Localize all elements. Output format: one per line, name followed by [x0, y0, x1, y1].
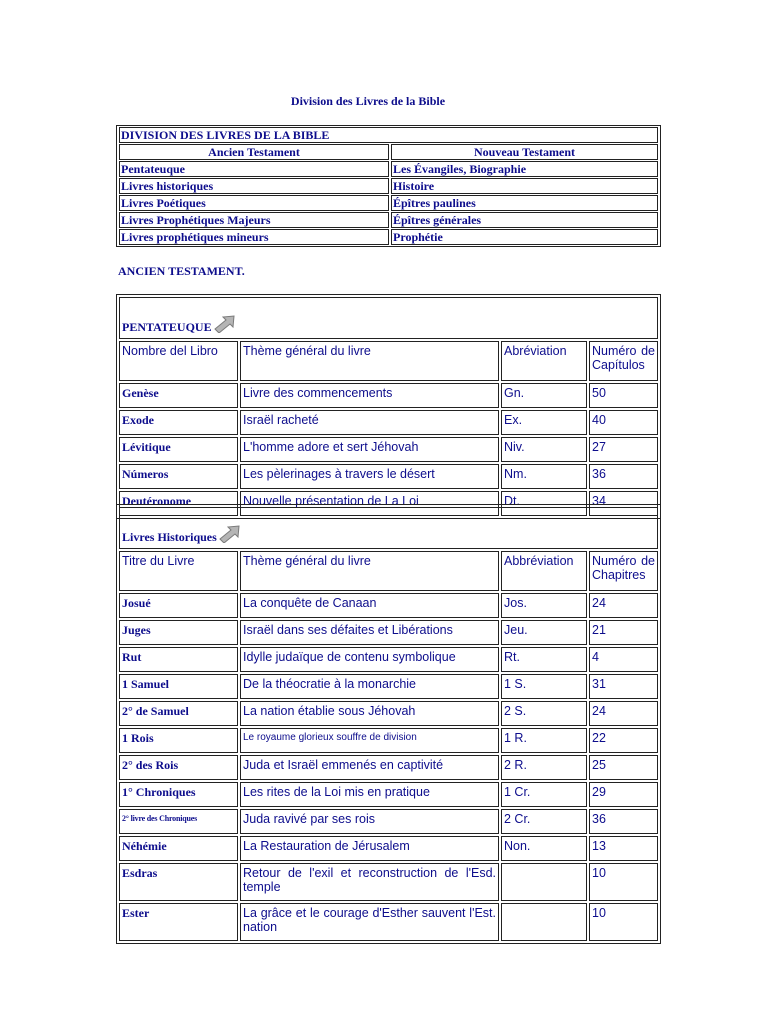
book-theme: Les rites de la Loi mis en pratique: [240, 782, 499, 807]
book-theme: La conquête de Canaan: [240, 593, 499, 618]
table-row: [119, 178, 658, 194]
old-testament-cell: Pentateuque: [119, 161, 389, 177]
header-abbreviation: Abréviation: [501, 341, 587, 381]
book-name: Josué: [119, 593, 238, 618]
table-row: [119, 620, 658, 645]
old-testament-cell: Livres Prophétiques Majeurs: [119, 212, 389, 228]
book-abbreviation: Niv.: [501, 437, 587, 462]
book-theme: La grâce et le courage d'Esther sauvent l'Est. nation: [240, 903, 499, 941]
book-chapters: 24: [589, 593, 658, 618]
book-name: 1 Samuel: [119, 674, 238, 699]
table-row: [119, 755, 658, 780]
page-title: Division des Livres de la Bible: [290, 94, 446, 108]
division-table-header: DIVISION DES LIVRES DE LA BIBLE: [119, 127, 658, 143]
table-row: [119, 728, 658, 753]
book-name: Exode: [119, 410, 238, 435]
table-row: [119, 836, 658, 861]
book-abbreviation: 2 R.: [501, 755, 587, 780]
book-abbreviation: Ex.: [501, 410, 587, 435]
section-heading: ANCIEN TESTAMENT.: [118, 264, 245, 278]
table-row: [119, 809, 658, 834]
book-name: Ester: [119, 903, 238, 941]
book-theme: Les pèlerinages à travers le désert: [240, 464, 499, 489]
book-chapters: 10: [589, 863, 658, 901]
book-theme: Le royaume glorieux souffre de division: [240, 728, 499, 753]
header-theme: Thème général du livre: [240, 551, 499, 591]
book-abbreviation: Nm.: [501, 464, 587, 489]
header-chapters: Numéro de Chapitres: [589, 551, 658, 591]
book-abbreviation: [501, 903, 587, 941]
table-row: [119, 863, 658, 901]
arrow-icon: [219, 525, 241, 546]
book-name: Esdras: [119, 863, 238, 901]
table-caption: [119, 507, 658, 549]
book-chapters: 27: [589, 437, 658, 462]
caption-label: PENTATEUQUE: [122, 320, 212, 334]
book-name: Juges: [119, 620, 238, 645]
table-row: [119, 782, 658, 807]
new-testament-cell: Histoire: [391, 178, 658, 194]
book-name: Néhémie: [119, 836, 238, 861]
book-abbreviation: Dt.: [501, 491, 587, 516]
book-theme: L'homme adore et sert Jéhovah: [240, 437, 499, 462]
book-chapters: 25: [589, 755, 658, 780]
new-testament-cell: Épîtres générales: [391, 212, 658, 228]
old-testament-cell: Livres prophétiques mineurs: [119, 229, 389, 245]
new-testament-cell: Épîtres paulines: [391, 195, 658, 211]
book-name: Deutéronome: [119, 491, 238, 516]
book-chapters: 40: [589, 410, 658, 435]
old-testament-cell: Livres Poétiques: [119, 195, 389, 211]
book-abbreviation: [501, 863, 587, 901]
book-name: 1° Chroniques: [119, 782, 238, 807]
book-name: 2° de Samuel: [119, 701, 238, 726]
book-abbreviation: Jos.: [501, 593, 587, 618]
book-chapters: 13: [589, 836, 658, 861]
table-row: [119, 701, 658, 726]
book-chapters: 4: [589, 647, 658, 672]
book-theme: De la théocratie à la monarchie: [240, 674, 499, 699]
book-abbreviation: Jeu.: [501, 620, 587, 645]
book-chapters: 22: [589, 728, 658, 753]
table-row: [119, 593, 658, 618]
book-name: 1 Rois: [119, 728, 238, 753]
book-chapters: 24: [589, 701, 658, 726]
book-chapters: 36: [589, 809, 658, 834]
book-name: Genèse: [119, 383, 238, 408]
book-theme: La Restauration de Jérusalem: [240, 836, 499, 861]
book-abbreviation: Gn.: [501, 383, 587, 408]
book-name: Números: [119, 464, 238, 489]
table-row: [119, 437, 658, 462]
header-book: Nombre del Libro: [119, 341, 238, 381]
new-testament-cell: Les Évangiles, Biographie: [391, 161, 658, 177]
book-name: 2° livre des Chroniques: [119, 809, 238, 834]
table-row: [119, 647, 658, 672]
book-name: 2° des Rois: [119, 755, 238, 780]
book-abbreviation: 2 S.: [501, 701, 587, 726]
table-row: [119, 903, 658, 941]
book-abbreviation: 1 S.: [501, 674, 587, 699]
table-row: [119, 410, 658, 435]
historical-books-table: [116, 504, 661, 944]
book-chapters: 31: [589, 674, 658, 699]
book-abbreviation: 1 R.: [501, 728, 587, 753]
pentateuch-table: [116, 294, 661, 519]
book-theme: Livre des commencements: [240, 383, 499, 408]
header-chapters: Numéro de Capítulos: [589, 341, 658, 381]
book-chapters: 34: [589, 491, 658, 516]
table-row: [119, 464, 658, 489]
header-book: Titre du Livre: [119, 551, 238, 591]
book-abbreviation: Non.: [501, 836, 587, 861]
book-theme: Nouvelle présentation de La Loi: [240, 491, 499, 516]
book-abbreviation: Rt.: [501, 647, 587, 672]
column-new-testament: Nouveau Testament: [391, 144, 658, 160]
division-table: [116, 125, 661, 247]
table-row: [119, 674, 658, 699]
book-theme: Idylle judaïque de contenu symbolique: [240, 647, 499, 672]
table-row: [119, 383, 658, 408]
book-theme: La nation établie sous Jéhovah: [240, 701, 499, 726]
book-chapters: 29: [589, 782, 658, 807]
table-row: [119, 161, 658, 177]
book-theme: Juda ravivé par ses rois: [240, 809, 499, 834]
book-theme: Israël racheté: [240, 410, 499, 435]
caption-label: Livres Historiques: [122, 530, 217, 544]
book-chapters: 21: [589, 620, 658, 645]
book-theme: Juda et Israël emmenés en captivité: [240, 755, 499, 780]
book-name: Rut: [119, 647, 238, 672]
arrow-icon: [214, 315, 236, 336]
book-abbreviation: 2 Cr.: [501, 809, 587, 834]
table-row: [119, 212, 658, 228]
new-testament-cell: Prophétie: [391, 229, 658, 245]
header-abbreviation: Abbréviation: [501, 551, 587, 591]
book-abbreviation: 1 Cr.: [501, 782, 587, 807]
book-chapters: 10: [589, 903, 658, 941]
table-row: [119, 229, 658, 245]
book-chapters: 50: [589, 383, 658, 408]
book-chapters: 36: [589, 464, 658, 489]
book-theme: Retour de l'exil et reconstruction de l'Esd. temple: [240, 863, 499, 901]
table-caption: [119, 297, 658, 339]
header-theme: Thème général du livre: [240, 341, 499, 381]
old-testament-cell: Livres historiques: [119, 178, 389, 194]
column-old-testament: Ancien Testament: [119, 144, 389, 160]
book-name: Lévitique: [119, 437, 238, 462]
book-theme: Israël dans ses défaites et Libérations: [240, 620, 499, 645]
table-row: [119, 195, 658, 211]
